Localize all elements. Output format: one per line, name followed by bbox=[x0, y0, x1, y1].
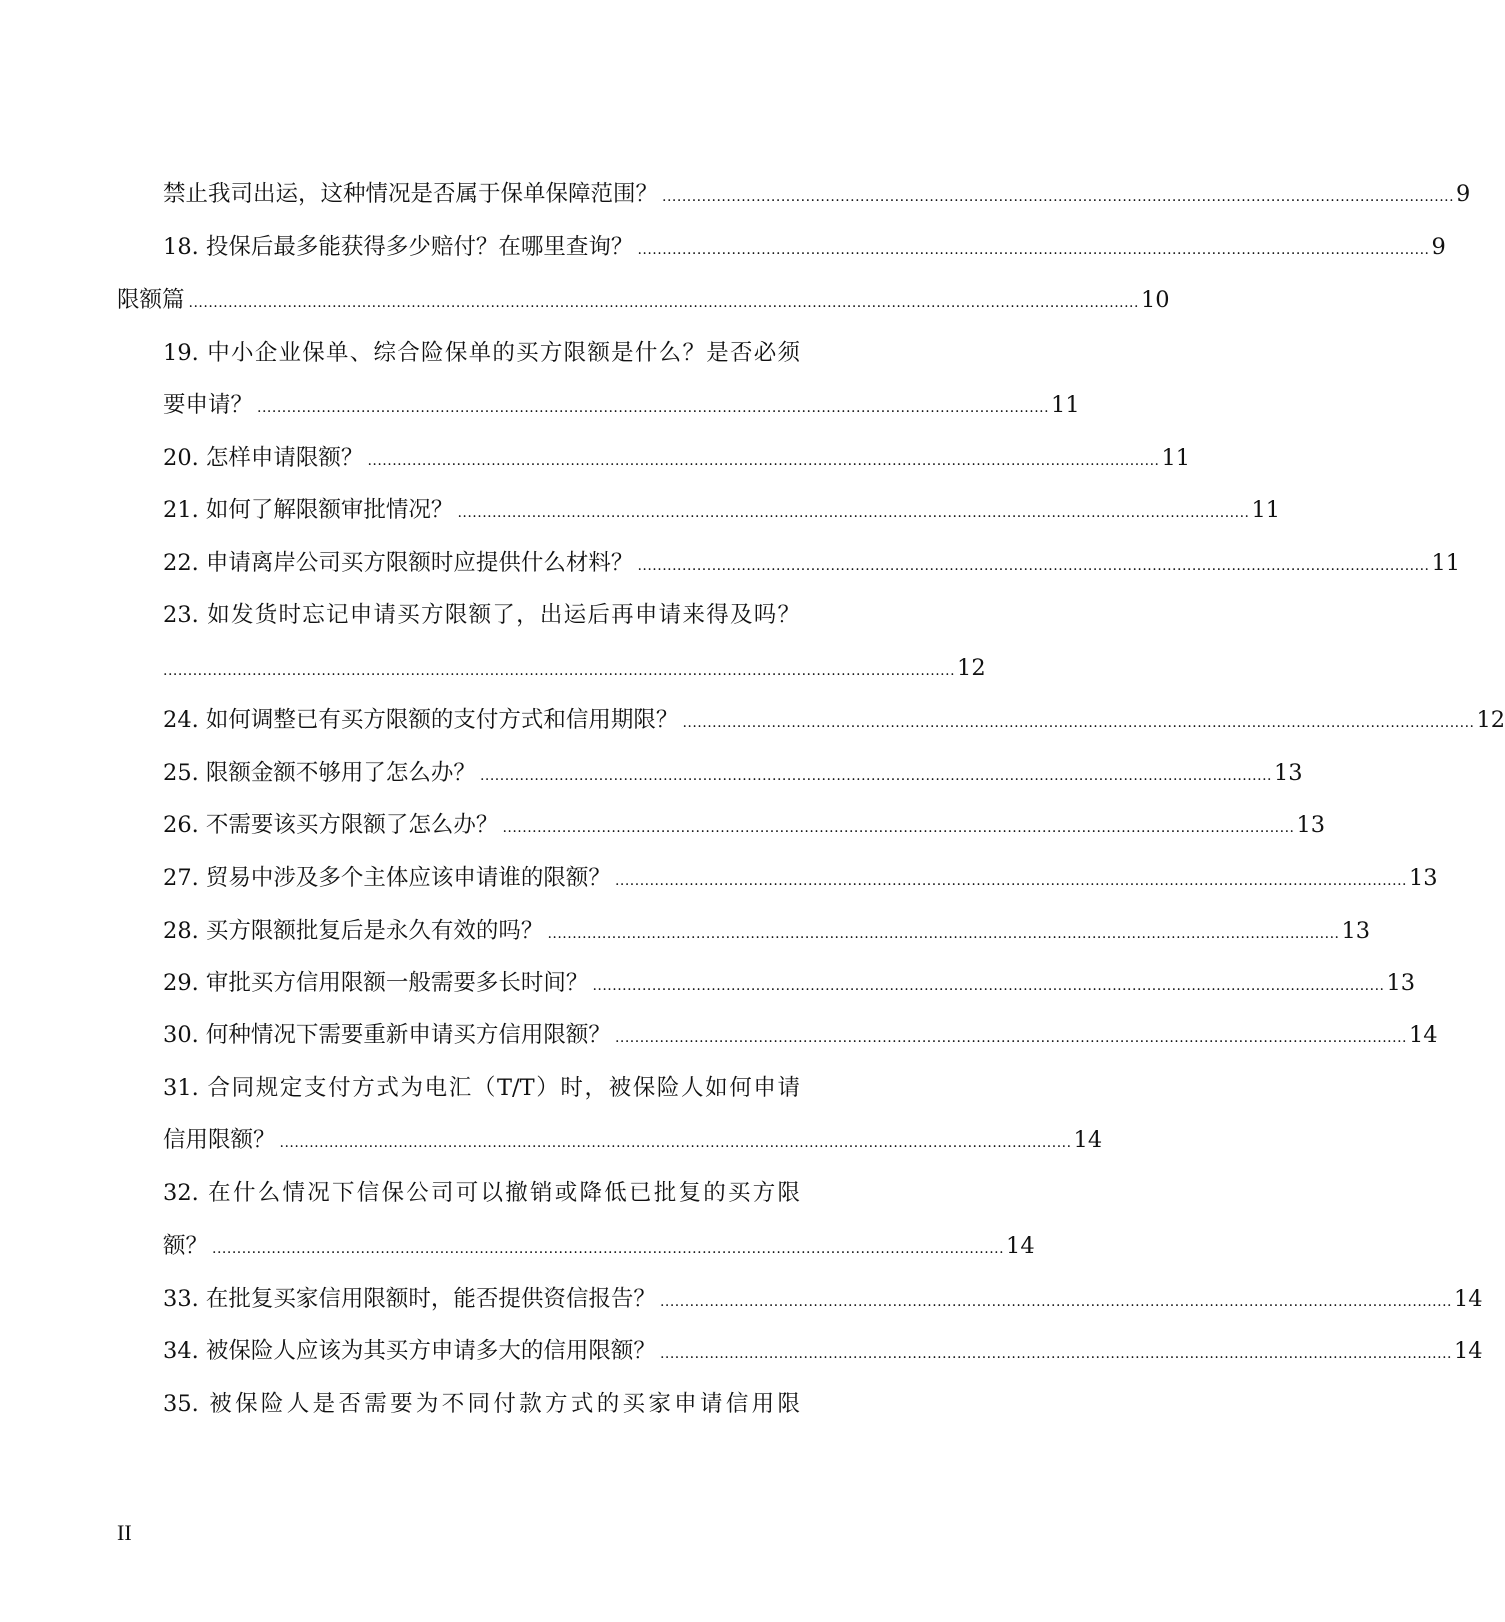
toc-entry-title: 禁止我司出运，这种情况是否属于保单保障范围？ bbox=[163, 181, 659, 207]
dot-leader: ................................................................................................................................................................ bbox=[367, 453, 1160, 469]
dot-leader: ................................................................................................................................................................ bbox=[659, 1346, 1452, 1362]
toc-entry[interactable] bbox=[163, 805, 1326, 845]
toc-entry[interactable] bbox=[163, 174, 1471, 214]
toc-entry[interactable] bbox=[163, 333, 800, 373]
toc-entry-title: 29. 审批买方信用限额一般需要多长时间？ bbox=[163, 970, 589, 996]
dot-leader: ................................................................................................................................................................................................ bbox=[188, 295, 1139, 311]
toc-entry-page: 9 bbox=[1431, 234, 1446, 260]
toc-entry-title: 32. 在什么情况下信保公司可以撤销或降低已批复的买方限 bbox=[163, 1180, 800, 1206]
toc-entry[interactable] bbox=[163, 1173, 800, 1213]
toc-entry-page: 10 bbox=[1140, 287, 1170, 313]
toc-entry-title: 33. 在批复买家信用限额时，能否提供资信报告？ bbox=[163, 1286, 656, 1312]
toc-entry-page: 14 bbox=[1073, 1127, 1103, 1153]
toc-entry-page: 12 bbox=[957, 655, 986, 681]
toc-entry-title: 35. 被保险人是否需要为不同付款方式的买家申请信用限 bbox=[163, 1391, 800, 1417]
toc-entry-title: 31. 合同规定支付方式为电汇（T/T）时，被保险人如何申请 bbox=[163, 1075, 800, 1101]
footer-page-number: II bbox=[117, 1520, 132, 1545]
toc-entry[interactable] bbox=[163, 595, 800, 635]
toc-entry[interactable] bbox=[163, 1068, 800, 1108]
dot-leader: ................................................................................................................................................................ bbox=[592, 978, 1385, 994]
toc-entry[interactable] bbox=[163, 543, 1461, 583]
toc-entry[interactable] bbox=[163, 438, 1191, 478]
toc-entry-title: 25. 限额金额不够用了怎么办？ bbox=[163, 760, 476, 786]
dot-leader: ................................................................................................................................................................ bbox=[457, 505, 1250, 521]
toc-entry-title: 信用限额？ bbox=[163, 1127, 276, 1153]
dot-leader: ................................................................................................................................................................ bbox=[614, 1030, 1407, 1046]
toc-entry-page: 11 bbox=[1251, 497, 1281, 523]
toc-entry-page: 11 bbox=[1051, 392, 1080, 418]
toc-entry-page: 11 bbox=[1161, 445, 1191, 471]
toc-entry-title: 额？ bbox=[163, 1233, 209, 1259]
toc-entry-page: 9 bbox=[1456, 181, 1471, 207]
toc-entry[interactable] bbox=[163, 911, 1371, 951]
toc-entry[interactable] bbox=[163, 1384, 800, 1424]
toc-entry-page: 11 bbox=[1431, 550, 1461, 576]
toc-entry-title: 30. 何种情况下需要重新申请买方信用限额？ bbox=[163, 1022, 611, 1048]
toc-entry-page: 14 bbox=[1453, 1338, 1483, 1364]
dot-leader: ................................................................................................................................................................ bbox=[662, 189, 1455, 205]
toc-entry-page: 14 bbox=[1453, 1286, 1483, 1312]
dot-leader: ................................................................................................................................................................ bbox=[637, 558, 1430, 574]
toc-entry[interactable] bbox=[163, 963, 1416, 1003]
toc-entry[interactable] bbox=[163, 1015, 1438, 1055]
toc-entry-continued[interactable] bbox=[163, 1226, 1035, 1266]
toc-entry-continued[interactable] bbox=[163, 1120, 1103, 1160]
toc-entry-title: 24. 如何调整已有买方限额的支付方式和信用期限？ bbox=[163, 707, 679, 733]
toc-entry[interactable] bbox=[163, 490, 1281, 530]
toc-entry-page: 12 bbox=[1476, 707, 1505, 733]
toc-entry-title: 26. 不需要该买方限额了怎么办？ bbox=[163, 812, 499, 838]
toc-entry-title: 19. 中小企业保单、综合险保单的买方限额是什么？是否必须 bbox=[163, 340, 800, 366]
toc-entry-title: 23. 如发货时忘记申请买方限额了，出运后再申请来得及吗？ bbox=[163, 602, 800, 628]
toc-entry-page: 13 bbox=[1296, 812, 1326, 838]
dot-leader: ................................................................................................................................................................ bbox=[257, 400, 1050, 416]
dot-leader: ................................................................................................................................................................ bbox=[637, 242, 1430, 258]
toc-entry-title: 18. 投保后最多能获得多少赔付？在哪里查询？ bbox=[163, 234, 634, 260]
toc-entry[interactable] bbox=[163, 1331, 1483, 1371]
dot-leader: ................................................................................................................................................................ bbox=[163, 663, 956, 679]
dot-leader: ................................................................................................................................................................ bbox=[614, 873, 1407, 889]
toc-entry-page: 14 bbox=[1006, 1233, 1035, 1259]
dot-leader: ................................................................................................................................................................ bbox=[682, 715, 1475, 731]
dot-leader: ................................................................................................................................................................ bbox=[279, 1135, 1072, 1151]
toc-section-title: 限额篇 bbox=[117, 287, 185, 313]
toc-entry-title: 要申请？ bbox=[163, 392, 254, 418]
toc-entry-continued[interactable] bbox=[163, 385, 1080, 425]
toc-entry[interactable] bbox=[163, 700, 1505, 740]
toc-entry-page: 13 bbox=[1341, 918, 1371, 944]
dot-leader: ................................................................................................................................................................ bbox=[502, 820, 1295, 836]
toc-entry-continued[interactable] bbox=[163, 648, 986, 688]
dot-leader: ................................................................................................................................................................ bbox=[659, 1294, 1452, 1310]
toc-entry[interactable] bbox=[163, 227, 1446, 267]
toc-entry-page: 13 bbox=[1273, 760, 1303, 786]
toc-entry-title: 34. 被保险人应该为其买方申请多大的信用限额？ bbox=[163, 1338, 656, 1364]
toc-entry[interactable] bbox=[163, 1279, 1483, 1319]
toc-entry-page: 14 bbox=[1408, 1022, 1438, 1048]
dot-leader: ................................................................................................................................................................ bbox=[547, 926, 1340, 942]
toc-entry[interactable] bbox=[163, 753, 1303, 793]
toc-entry-title: 28. 买方限额批复后是永久有效的吗？ bbox=[163, 918, 544, 944]
toc-entry-page: 13 bbox=[1386, 970, 1416, 996]
toc-entry-title: 22. 申请离岸公司买方限额时应提供什么材料？ bbox=[163, 550, 634, 576]
toc-section-heading[interactable] bbox=[117, 280, 1170, 320]
toc-entry-page: 13 bbox=[1408, 865, 1438, 891]
toc-entry[interactable] bbox=[163, 858, 1438, 898]
dot-leader: ................................................................................................................................................................ bbox=[479, 768, 1272, 784]
toc-entry-title: 27. 贸易中涉及多个主体应该申请谁的限额？ bbox=[163, 865, 611, 891]
toc-entry-title: 21. 如何了解限额审批情况？ bbox=[163, 497, 454, 523]
toc-entry-title: 20. 怎样申请限额？ bbox=[163, 445, 364, 471]
dot-leader: ................................................................................................................................................................ bbox=[212, 1241, 1005, 1257]
